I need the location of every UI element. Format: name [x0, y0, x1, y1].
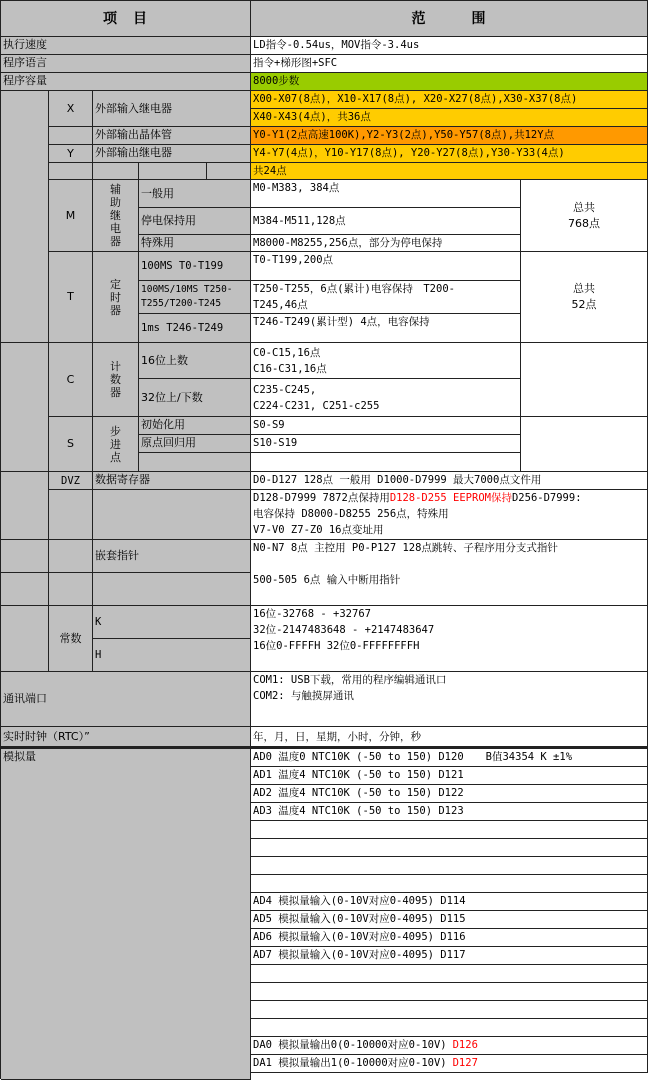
t-r1-label — [139, 252, 251, 281]
analog-da1-register: D127 — [452, 1057, 478, 1069]
comm-label-text: 通讯端口 — [3, 692, 47, 705]
t-group-text: 定时器 — [110, 277, 121, 317]
prog-cap-label: 程序容量 — [1, 73, 251, 91]
analog-ad4-text: AD4 模拟量输入(0-10V对应0-4095) D114 — [253, 895, 466, 907]
rtc-value-text: 年，月，日，星期，小时，分钟，秒 — [253, 730, 421, 743]
analog-ad2-text: AD2 温度4 NTC10K (-50 to 150) D122 — [253, 787, 464, 799]
t-r3-value: T246-T249(累计型) 4点，电容保持 — [251, 314, 521, 343]
y-total-blank-2 — [93, 163, 139, 180]
x-value-2: X40-X43(4点)，共36点 — [251, 109, 648, 127]
s-r3-blank — [139, 453, 251, 472]
analog-ad6-text: AD6 模拟量输入(0-10V对应0-4095) D116 — [253, 931, 466, 943]
m-group — [93, 180, 139, 252]
x-label-text: 外部输入继电器 — [95, 101, 172, 115]
y-letter: Y — [49, 145, 93, 163]
const-value-1: 16位-32768 - +32767 — [253, 608, 371, 620]
s-r2-value: S10-S19 — [251, 435, 521, 453]
prog-lang-value: 指令+梯形图+SFC — [251, 55, 648, 73]
s-right-blank — [521, 417, 648, 472]
analog-row-ad1 — [251, 767, 648, 785]
c-r1-label — [139, 343, 251, 379]
d-value-2a: D128-D7999 7872点保持用 — [253, 492, 390, 504]
c-letter: C — [49, 343, 93, 417]
x-label — [93, 91, 251, 127]
comm-label — [1, 672, 251, 727]
analog-row-blank — [251, 857, 648, 875]
trans-blank — [49, 127, 93, 145]
const-k — [93, 606, 251, 639]
analog-row-ad0 — [251, 747, 648, 767]
y-total-blank-1 — [49, 163, 93, 180]
t-group — [93, 252, 139, 343]
d-value-1: D0-D127 128点 一般用 D1000-D7999 最大7000点文件用 — [251, 472, 648, 490]
const-h-text: H — [95, 649, 102, 661]
analog-row-blank — [251, 839, 648, 857]
const-value-2: 32位-2147483648 - +2147483647 — [253, 624, 435, 636]
m-general-label — [139, 180, 251, 208]
analog-ad1-text: AD1 温度4 NTC10K (-50 to 150) D121 — [253, 769, 464, 781]
exec-speed-value: LD指令-0.54us，MOV指令-3.4us — [251, 37, 648, 55]
m-latch-label-text: 停电保持用 — [141, 214, 196, 227]
m-special-label: 特殊用 — [139, 235, 251, 252]
const-value — [251, 606, 648, 672]
t-total-line1: 总共 — [573, 282, 595, 295]
x-value-1: X00-X07(8点)，X10-X17(8点), X20-X27(8点),X30-X37(8点) — [251, 91, 648, 109]
s-r1-label: 初始化用 — [139, 417, 251, 435]
y-total-blank-3 — [139, 163, 207, 180]
s-r2-label: 原点回归用 — [139, 435, 251, 453]
m-total — [521, 180, 648, 252]
c-group — [93, 343, 139, 417]
analog-row-ad5 — [251, 911, 648, 929]
t-total — [521, 252, 648, 343]
m-total-line2: 768点 — [568, 216, 600, 230]
y-label: 外部输出继电器 — [93, 145, 251, 163]
c-r2-value-line2: C224-C231, C251-c255 — [253, 399, 380, 412]
io-group-blank — [1, 91, 49, 343]
d-sub-blank-1 — [49, 490, 93, 540]
c-r2-label-text: 32位上/下数 — [141, 390, 203, 404]
d-left-blank — [1, 472, 49, 540]
s-group-text: 步进点 — [110, 424, 121, 464]
d-letter-text: DVZ — [61, 474, 80, 487]
prog-lang-label: 程序语言 — [1, 55, 251, 73]
trans-value: Y0-Y1(2点高速100K),Y2-Y3(2点),Y50-Y57(8点),共12Y点 — [251, 127, 648, 145]
analog-row-da0 — [251, 1037, 648, 1055]
t-r3-label-text: 1ms T246-T249 — [141, 322, 224, 334]
y-total-blank-4 — [207, 163, 251, 180]
c-group-text: 计数器 — [110, 360, 121, 399]
comm-value-2: COM2: 与触摸屏通讯 — [253, 690, 354, 702]
const-value-3: 16位0-FFFFH 32位0-FFFFFFFFH — [253, 640, 420, 652]
m-group-text: 辅助继电器 — [110, 183, 121, 248]
const-label-text: 常数 — [59, 631, 82, 645]
m-special-value: M8000-M8255,256点，部分为停电保持 — [251, 235, 521, 252]
comm-value — [251, 672, 648, 727]
d-value-rest — [251, 490, 648, 540]
c-r1-value — [251, 343, 521, 379]
prog-cap-value: 8000步数 — [251, 73, 648, 91]
t-r2-value-line1: T250-T255，6点(累计)电容保持 T200- — [253, 283, 455, 295]
analog-row-blank — [251, 1019, 648, 1037]
m-latch-label — [139, 208, 251, 235]
analog-label — [1, 747, 251, 1080]
exec-speed-label: 执行速度 — [1, 37, 251, 55]
t-r1-label-text: 100MS T0-T199 — [141, 260, 224, 272]
ptr-letter-blank-1 — [49, 540, 93, 573]
c-right-blank — [521, 343, 648, 417]
rtc-label-text: 实时时钟（RTC）” — [3, 729, 90, 743]
ptr-left-blank-2 — [1, 573, 49, 606]
t-r2-label-line1: 100MS/10MS T250- — [141, 284, 233, 295]
d-letter — [49, 472, 93, 490]
analog-row-blank — [251, 821, 648, 839]
analog-da0-text: DA0 模拟量输出0(0-10000对应0-10V) — [253, 1039, 447, 1051]
analog-ad7-text: AD7 模拟量输入(0-10V对应0-4095) D117 — [253, 949, 466, 961]
m-total-line1: 总共 — [573, 200, 595, 214]
ptr-value-1: N0-N7 8点 主控用 P0-P127 128点跳转、子程序用分支式指针 — [253, 542, 558, 554]
analog-row-ad3 — [251, 803, 648, 821]
d-value-2 — [253, 490, 645, 506]
const-k-text: K — [95, 616, 102, 628]
y-total: 共24点 — [251, 163, 648, 180]
d-value-4: V7-V0 Z7-Z0 16点变址用 — [253, 524, 384, 536]
t-r3-label — [139, 314, 251, 343]
d-value-3: 电容保持 D8000-D8255 256点，特殊用 — [253, 508, 449, 520]
d-label: 数据寄存器 — [93, 472, 251, 490]
header-range: 范 围 — [251, 1, 648, 37]
const-left-blank — [1, 606, 49, 672]
analog-ad3-text: AD3 温度4 NTC10K (-50 to 150) D123 — [253, 805, 464, 817]
s-group — [93, 417, 139, 472]
d-value-2b: D256-D7999: — [511, 492, 582, 504]
rtc-label — [1, 727, 251, 747]
comm-value-1: COM1: USB下载，常用的程序编辑通讯口 — [253, 674, 447, 686]
d-sub-blank-2 — [93, 490, 251, 540]
t-r1-value: T0-T199,200点 — [251, 252, 521, 281]
m-general-label-text: 一般用 — [141, 186, 174, 200]
analog-row-ad7 — [251, 947, 648, 965]
analog-row-blank — [251, 875, 648, 893]
t-r2-value-line2: T245,46点 — [253, 299, 308, 311]
analog-row-blank — [251, 1001, 648, 1019]
s-r1-value: S0-S9 — [251, 417, 521, 435]
cs-group-blank — [1, 343, 49, 472]
m-general-value: M0-M383, 384点 — [251, 180, 521, 208]
c-r2-value — [251, 379, 521, 417]
c-r2-label — [139, 379, 251, 417]
ptr-label-text: 嵌套指针 — [95, 549, 139, 562]
ptr-left-blank-1 — [1, 540, 49, 573]
s-letter: S — [49, 417, 93, 472]
analog-ad5-text: AD5 模拟量输入(0-10V对应0-4095) D115 — [253, 913, 466, 925]
analog-row-ad2 — [251, 785, 648, 803]
t-letter: T — [49, 252, 93, 343]
analog-row-blank — [251, 965, 648, 983]
t-r2-label — [139, 281, 251, 314]
m-latch-value-text: M384-M511,128点 — [253, 215, 346, 227]
header-item: 项 目 — [1, 1, 251, 37]
trans-label: 外部输出晶体管 — [93, 127, 251, 145]
const-label — [49, 606, 93, 672]
analog-label-text: 模拟量 — [3, 750, 36, 763]
t-total-line2: 52点 — [571, 298, 597, 311]
analog-da1-text: DA1 模拟量输出1(0-10000对应0-10V) — [253, 1057, 447, 1069]
analog-row-da1 — [251, 1055, 648, 1073]
ptr-label — [93, 540, 251, 573]
x-letter: X — [49, 91, 93, 127]
analog-da0-register: D126 — [452, 1039, 478, 1051]
t-r2-value — [251, 281, 521, 314]
analog-row-ad4 — [251, 893, 648, 911]
t-r2-label-line2: T255/T200-T245 — [141, 298, 222, 309]
ptr-value — [251, 540, 648, 606]
s-r3-value-blank — [251, 453, 521, 472]
analog-ad0-text: AD0 温度0 NTC10K (-50 to 150) D120 — [253, 751, 464, 763]
ptr-label-blank-2 — [93, 573, 251, 606]
const-h — [93, 639, 251, 672]
analog-row-blank — [251, 983, 648, 1001]
m-letter: M — [49, 180, 93, 252]
c-r2-value-line1: C235-C245, — [253, 383, 317, 396]
c-r1-value-line2: C16-C31,16点 — [253, 362, 327, 375]
d-value-2-eeprom: D128-D255 EEPROM保持 — [389, 492, 512, 504]
y-value: Y4-Y7(4点)，Y10-Y17(8点), Y20-Y27(8点),Y30-Y33(4点) — [251, 145, 648, 163]
c-r1-value-line1: C0-C15,16点 — [253, 346, 321, 359]
ptr-value-2: 500-505 6点 输入中断用指针 — [253, 574, 401, 586]
c-r1-label-text: 16位上数 — [141, 353, 188, 367]
rtc-value — [251, 727, 648, 747]
analog-ad0-bvalue: B值34354 K ±1% — [485, 751, 573, 763]
ptr-letter-blank-2 — [49, 573, 93, 606]
m-latch-value — [251, 208, 521, 235]
analog-row-ad6 — [251, 929, 648, 947]
